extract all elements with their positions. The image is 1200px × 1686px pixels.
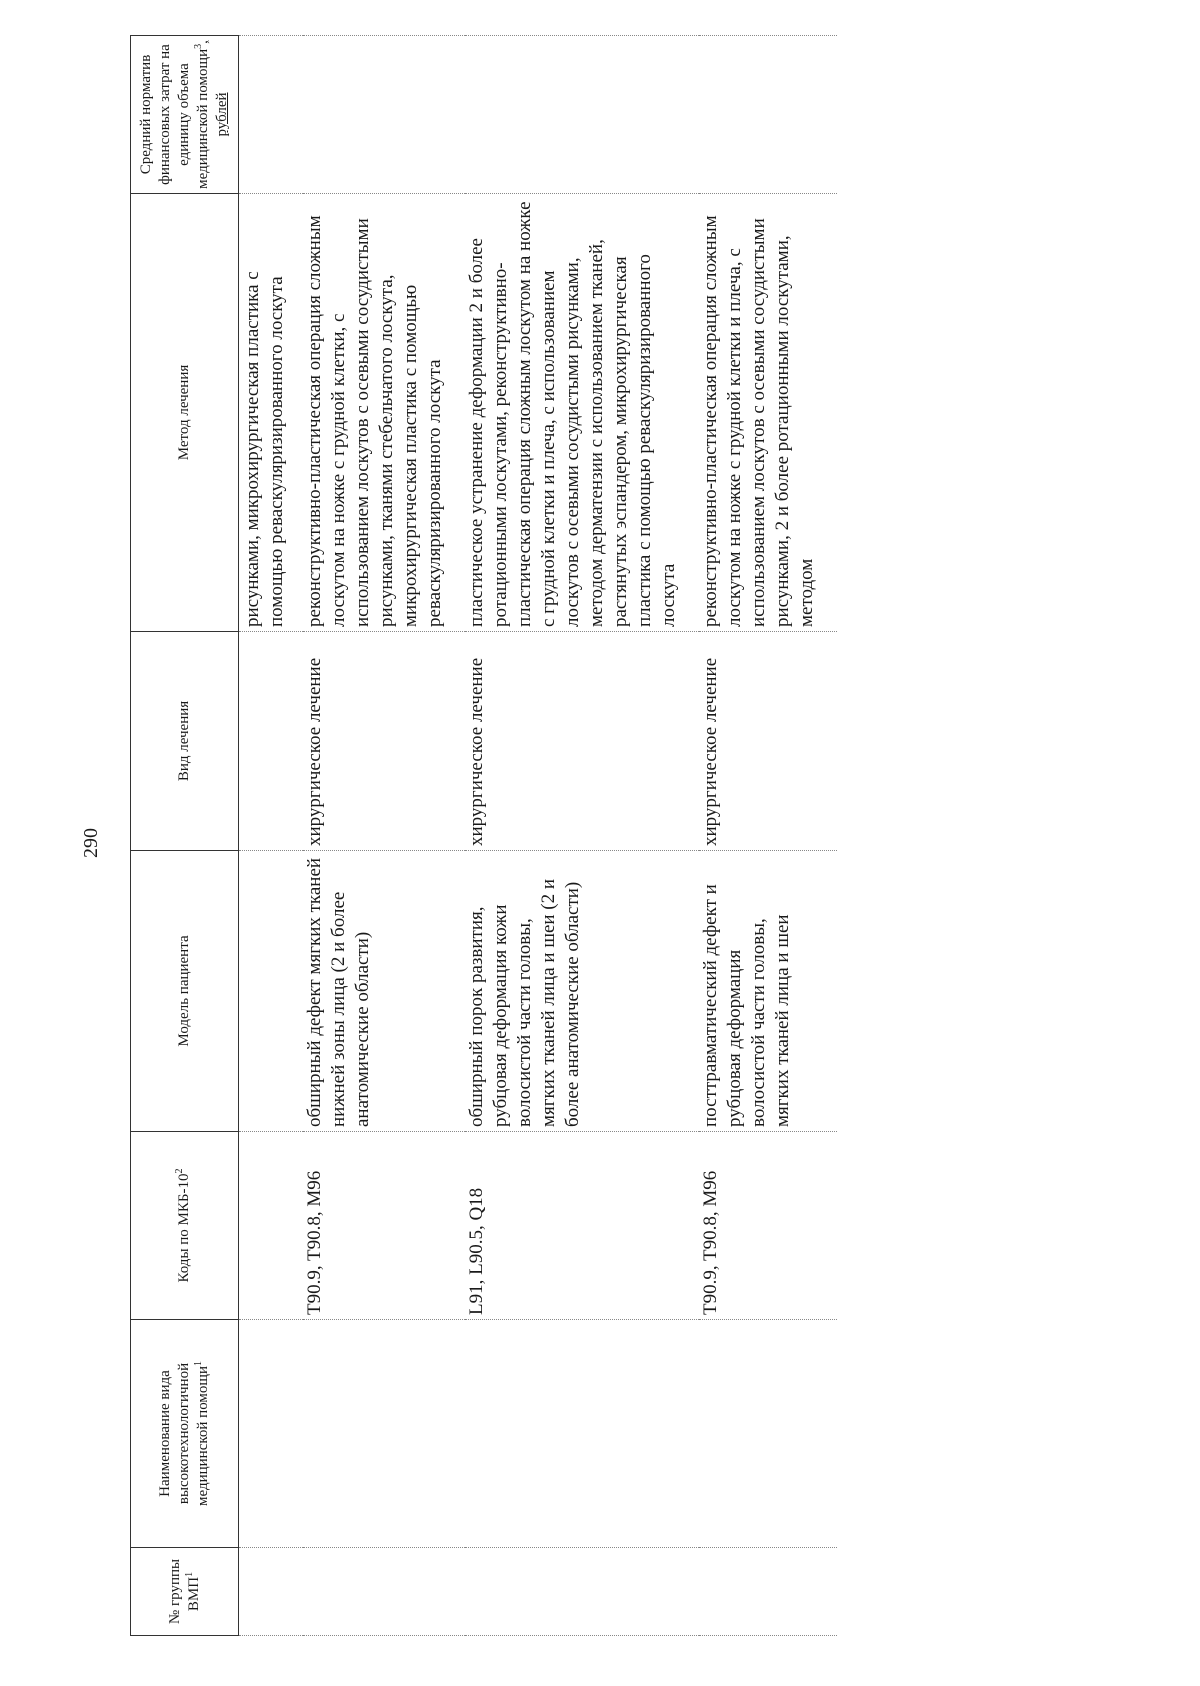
- page-number: 290: [80, 828, 102, 858]
- cell-icd-codes: T90.9, T90.8, M96: [303, 1132, 465, 1320]
- cell-cost-standard: [303, 36, 465, 194]
- cell-icd-codes: L91, L90.5, Q18: [465, 1132, 699, 1320]
- header-vmp-name: Наименование вида высокотехнологичной медицинской помощи$^1$: [131, 1320, 239, 1548]
- cell-vmp-name: [303, 1320, 465, 1548]
- header-treatment-type: Вид лечения: [131, 632, 239, 851]
- cell-treatment-method: пластическое устранение деформации 2 и более ротационными лоскутами, реконструктивно-пластическая операция сложным лоскутом на ножке с грудной клетки и плеча, с использованием лоскутов с осевыми сосудистыми рисунками, методом дерматензии с использованием тканей, растянутых эспандером, микрохирургическая пластика с помощью реваскуляризированного лоскута: [465, 194, 699, 632]
- header-group-no: № группы ВМП$^1$: [131, 1548, 239, 1636]
- cell-vmp-name: [239, 1320, 304, 1548]
- cell-group-no: [699, 1548, 837, 1636]
- cell-cost-standard: [239, 36, 304, 194]
- cell-treatment-type: хирургическое лечение: [465, 632, 699, 851]
- header-patient-model: Модель пациента: [131, 851, 239, 1132]
- table-header: [131, 36, 239, 1636]
- cell-group-no: [303, 1548, 465, 1636]
- cell-patient-model: обширный дефект мягких тканей нижней зоны лица (2 и более анатомические области): [303, 851, 465, 1132]
- cell-cost-standard: [465, 36, 699, 194]
- cell-cost-standard: [699, 36, 837, 194]
- cell-group-no: [465, 1548, 699, 1636]
- cell-vmp-name: [699, 1320, 837, 1548]
- table-row: [239, 36, 304, 1636]
- cell-treatment-type: хирургическое лечение: [303, 632, 465, 851]
- table-row: [303, 36, 465, 1636]
- header-icd-codes: Коды по МКБ-$10^2$: [131, 1132, 239, 1320]
- cell-treatment-type: [239, 632, 304, 851]
- cell-treatment-method: рисунками, микрохирургическая пластика с помощью реваскуляризированного лоскута: [239, 194, 304, 632]
- cell-group-no: [239, 1548, 304, 1636]
- cell-icd-codes: T90.9, T90.8, M96: [699, 1132, 837, 1320]
- cell-patient-model: [239, 851, 304, 1132]
- cell-treatment-type: хирургическое лечение: [699, 632, 837, 851]
- header-cost-standard: Средний норматив финансовых затрат на единицу объема медицинской помощи$^3$, рублей: [131, 36, 239, 194]
- cell-icd-codes: [239, 1132, 304, 1320]
- cell-vmp-name: [465, 1320, 699, 1548]
- table-row: [465, 36, 699, 1636]
- cell-treatment-method: реконструктивно-пластическая операция сложным лоскутом на ножке с грудной клетки и плеча, с использованием лоскутов с осевыми сосудистыми рисунками, 2 и более ротационными лоскутами, методом: [699, 194, 837, 632]
- table-row: [699, 36, 837, 1636]
- vmp-table: [130, 35, 837, 1636]
- cell-treatment-method: реконструктивно-пластическая операция сложным лоскутом на ножке с грудной клетки, с использованием лоскутов с осевыми сосудистыми рисунками, тканями стебельчатого лоскута, микрохирургическая пластика с помощью реваскуляризированного лоскута: [303, 194, 465, 632]
- cell-patient-model: посттравматический дефект и рубцовая деформация волосистой части головы, мягких тканей лица и шеи: [699, 851, 837, 1132]
- cell-patient-model: обширный порок развития, рубцовая деформация кожи волосистой части головы, мягких тканей лица и шеи (2 и более анатомические области): [465, 851, 699, 1132]
- header-treatment-method: Метод лечения: [131, 194, 239, 632]
